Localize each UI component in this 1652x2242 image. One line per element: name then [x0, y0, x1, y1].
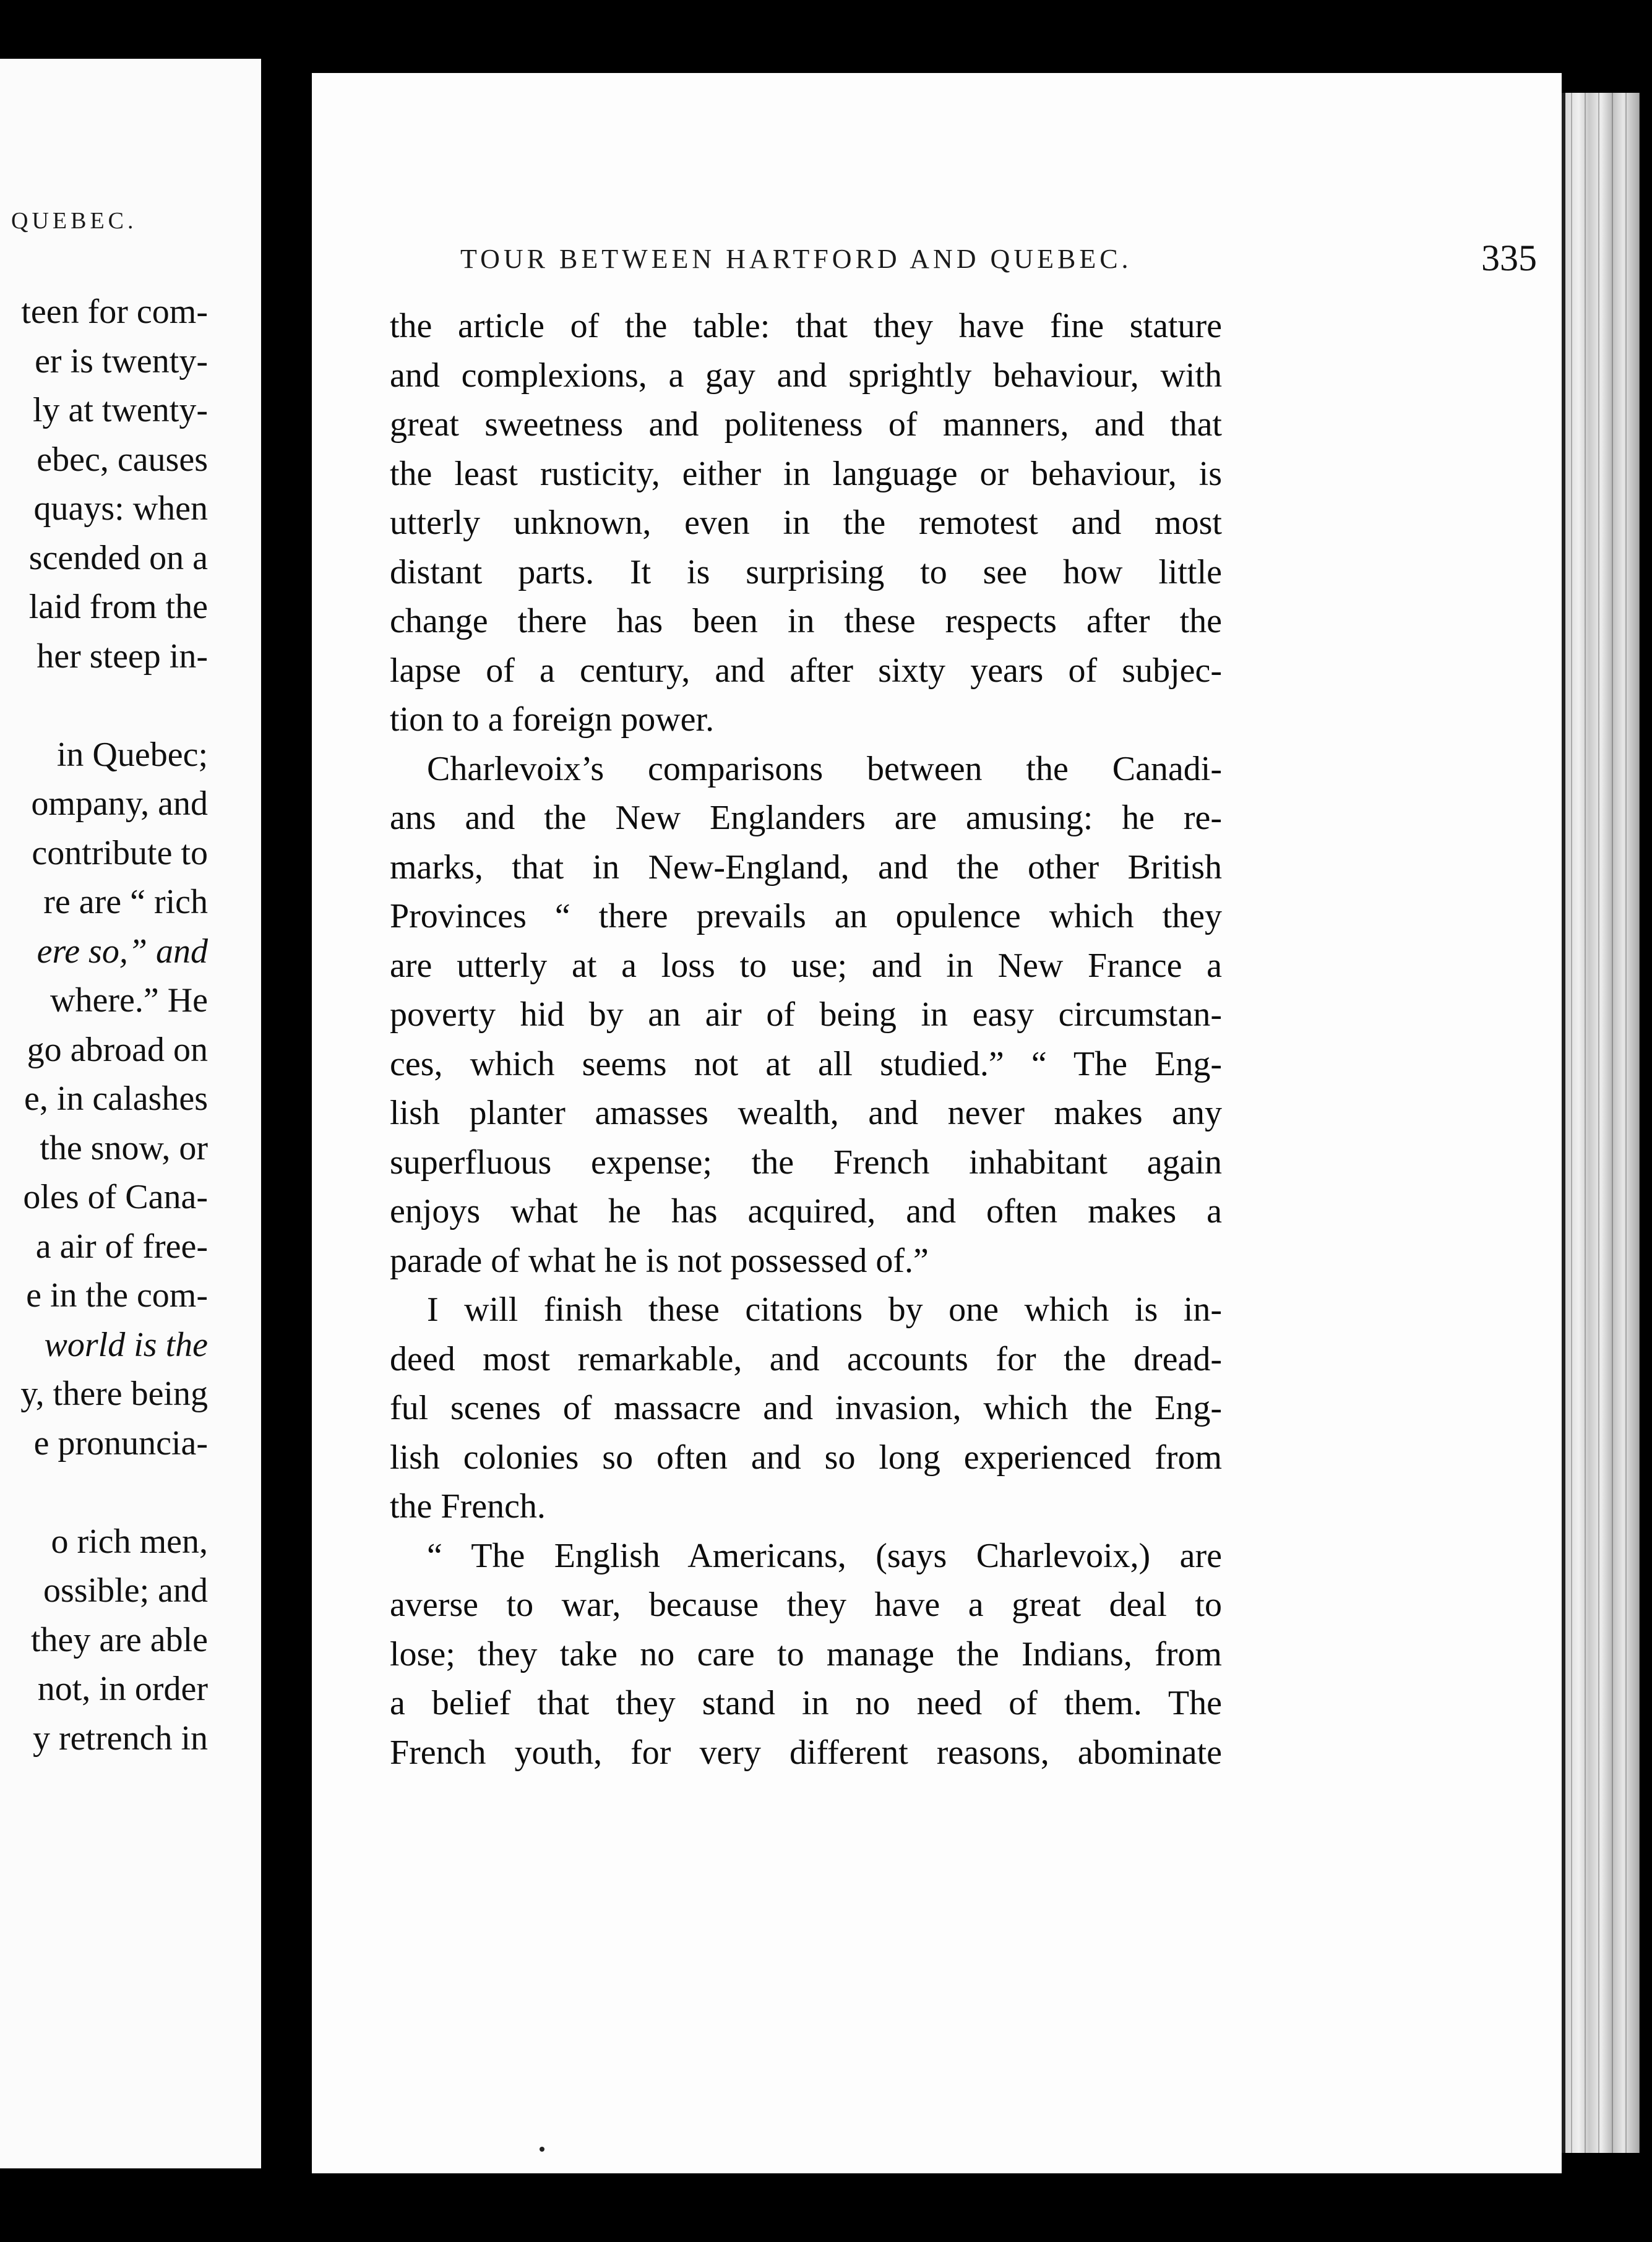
left-line: ossible; and: [43, 1571, 208, 1610]
left-line: where.” He: [50, 981, 208, 1020]
text-line: French youth, for very different reasons, abominate: [390, 1733, 1222, 1772]
left-line: teen for com-: [21, 293, 208, 331]
left-line: y, there being: [20, 1375, 208, 1413]
left-page: [0, 59, 261, 2168]
book-gutter: [261, 0, 312, 2242]
text-line: ful scenes of massacre and invasion, which the Eng-: [390, 1389, 1222, 1427]
text-line: marks, that in New-England, and the other British: [390, 848, 1222, 887]
left-line: her steep in-: [37, 637, 208, 676]
left-line: scended on a: [28, 538, 208, 577]
page-edge-texture: [1565, 93, 1640, 2153]
text-line: lish colonies so often and so long experienced from: [390, 1438, 1222, 1477]
left-line: [20, 681, 208, 731]
left-line: oles of Cana-: [23, 1178, 208, 1216]
left-line: ebec, causes: [37, 440, 208, 479]
text-line: Charlevoix’s comparisons between the Canadi-: [427, 749, 1222, 788]
text-line: “ The English Americans, (says Charlevoix,) are: [427, 1536, 1222, 1575]
left-line: a air of free-: [35, 1227, 208, 1266]
left-line: ly at twenty-: [32, 391, 208, 429]
text-line: lose; they take no care to manage the Indians, from: [390, 1634, 1222, 1673]
text-line: and complexions, a gay and sprightly behaviour, with: [390, 356, 1222, 395]
left-line: laid from the: [28, 588, 208, 626]
left-line: the snow, or: [40, 1128, 208, 1167]
text-line: poverty hid by an air of being in easy circumstan-: [390, 995, 1222, 1034]
left-line: go abroad on: [27, 1030, 208, 1069]
left-line: e, in calashes: [24, 1080, 208, 1118]
left-line: quays: when: [33, 489, 208, 528]
body-text: [390, 302, 1222, 1777]
text-line: averse to war, because they have a great deal to: [390, 1586, 1222, 1624]
left-line: they are able: [30, 1620, 208, 1659]
text-line: great sweetness and politeness of manners, and that: [390, 405, 1222, 444]
left-line: contribute to: [32, 833, 208, 872]
left-page-text: [20, 288, 208, 1763]
running-title: TOUR BETWEEN HARTFORD AND QUEBEC.: [460, 244, 1132, 274]
text-line: a belief that they stand in no need of them. The: [390, 1684, 1222, 1722]
left-line: ere so,” and: [37, 932, 208, 971]
left-line: o rich men,: [51, 1522, 208, 1561]
text-line: lapse of a century, and after sixty years of subjec-: [390, 651, 1222, 690]
page-number: 335: [1481, 238, 1537, 278]
text-line: lish planter amasses wealth, and never makes any: [390, 1094, 1222, 1132]
left-line: ompany, and: [31, 784, 208, 823]
left-line: re are “ rich: [43, 883, 208, 921]
text-line: parade of what he is not possessed of.”: [390, 1241, 929, 1280]
left-line: e pronuncia-: [33, 1424, 208, 1462]
text-line: ans and the New Englanders are amusing: he re-: [390, 799, 1222, 837]
ink-speck: [540, 2147, 544, 2152]
left-line: y retrench in: [33, 1719, 208, 1758]
left-line: er is twenty-: [35, 341, 208, 380]
page-edges: [1562, 93, 1640, 2153]
text-line: the French.: [390, 1487, 546, 1526]
text-line: are utterly at a loss to use; and in New France a: [390, 946, 1222, 985]
left-line: [20, 1468, 208, 1518]
running-head: [460, 237, 1537, 280]
left-line: e in the com-: [26, 1276, 208, 1315]
left-running-head: QUEBEC.: [11, 208, 137, 234]
text-line: utterly unknown, even in the remotest and most: [390, 504, 1222, 542]
left-line: not, in order: [37, 1670, 208, 1708]
text-line: superfluous expense; the French inhabitant again: [390, 1143, 1222, 1182]
text-line: enjoys what he has acquired, and often makes a: [390, 1192, 1222, 1231]
text-line: the article of the table: that they have fine stature: [390, 307, 1222, 345]
right-page: [312, 73, 1562, 2173]
text-line: Provinces “ there prevails an opulence which they: [390, 897, 1222, 935]
text-line: tion to a foreign power.: [390, 700, 715, 739]
left-line: in Quebec;: [56, 735, 208, 774]
text-line: change there has been in these respects after the: [390, 602, 1222, 640]
left-line: world is the: [44, 1325, 208, 1364]
text-line: distant parts. It is surprising to see how little: [390, 552, 1222, 591]
text-line: the least rusticity, either in language or behaviour, is: [390, 454, 1222, 493]
text-line: deed most remarkable, and accounts for the dread-: [390, 1339, 1222, 1378]
text-line: ces, which seems not at all studied.” “ The Eng-: [390, 1044, 1222, 1083]
text-line: I will finish these citations by one which is in-: [427, 1291, 1222, 1329]
